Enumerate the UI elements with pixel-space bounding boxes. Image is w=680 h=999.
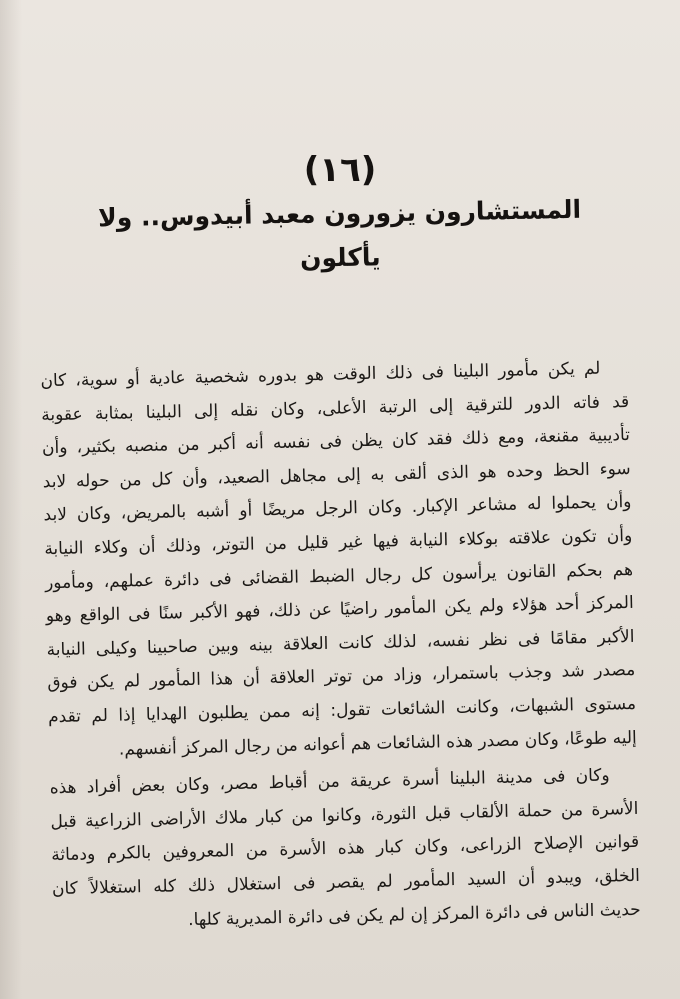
text-line: وأن يحملوا له مشاعر الإكبار. وكان الرجل مريضًا أو أشبه بالمريض، وكان لابد	[43, 492, 632, 526]
text-line: وكان فى مدينة البلينا أسرة عريقة من أقباط مصر، وكان بعض أفراد هذه	[49, 765, 610, 799]
chapter-title	[79, 187, 600, 284]
chapter-body	[40, 352, 641, 940]
chapter-number: (١٦)	[303, 150, 377, 190]
text-line: هم بحكم القانون يرأسون كل رجال الضبط القضائى فى دائرة عملهم، ومأمور	[44, 559, 634, 593]
text-line: الأسرة من حملة الألقاب قبل الثورة، وكانوا من كبار ملاك الأراضى الزراعية قبل	[50, 798, 639, 832]
chapter-title-line: المستشارون يزورون معبد أبيدوس.. ولا يأكلون	[97, 194, 582, 273]
paragraph	[40, 352, 637, 768]
text-line: قوانين الإصلاح الزراعى، وكان كبار هذه الأسرة من المعروفين بالكرم ودماثة	[51, 832, 640, 866]
text-line: حديث الناس فى دائرة المركز إن لم يكن فى دائرة المديرية كلها.	[187, 899, 641, 930]
text-line: تأديبية مقنعة، ومع ذلك فقد كان يظن فى نفسه أنه أكبر من منصبه بكثير، وأن	[41, 425, 631, 459]
text-line: وأن تكون علاقته بوكلاء النيابة فيها غير قليل من التوتر، وذلك أن وكلاء النيابة	[44, 525, 633, 560]
text-line: الأكبر مقامًا فى نظر نفسه، لذلك كانت العلاقة بينه وبين صاحبينا وكيلى النيابة	[46, 626, 635, 661]
text-line: المركز أحد هؤلاء ولم يكن المأمور راضيًا عن ذلك، فهو الأكبر سنًا فى الواقع وهو	[45, 593, 634, 627]
text-line: لم يكن مأمور البلينا فى ذلك الوقت هو بدوره شخصية عادية أو سوية، كان	[40, 358, 601, 392]
text-line: مصدر شد وجذب باستمرار، وزاد من توتر العلاقة أن هذا المأمور لم يكن فوق	[47, 660, 636, 694]
text-line: قد فاته الدور للترقية إلى الرتبة الأعلى، وكان نقله إلى البلينا بمثابة عقوبة	[41, 391, 630, 425]
text-line: سوء الحظ وحده هو الذى ألقى به إلى مجاهل الصعيد، وأن كل من حوله لابد	[42, 458, 631, 493]
text-line: إليه طوعًا، وكان مصدر هذه الشائعات هم أعوانه من رجال المركز أنفسهم.	[118, 727, 637, 760]
paragraph	[49, 759, 641, 940]
text-line: الخلق، ويبدو أن السيد المأمور لم يقصر فى استغلال ذلك كله استغلالاً كان	[51, 865, 641, 900]
text-line: مستوى الشبهات، وكانت الشائعات تقول: إنه ممن يطلبون الهدايا إذا لم تقدم	[47, 693, 637, 728]
